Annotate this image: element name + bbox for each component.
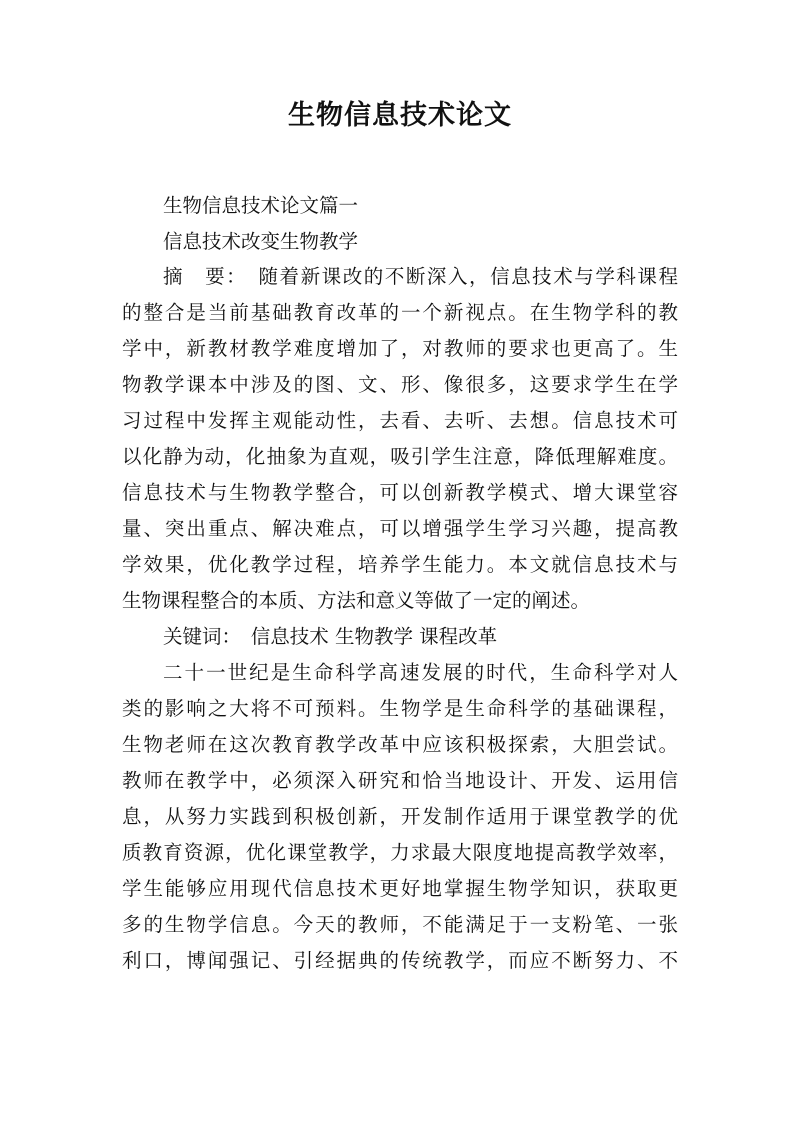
document-title: 生物信息技术论文: [288, 100, 512, 131]
abstract-line: 物教学课本中涉及的图、文、形、像很多，这要求学生在学: [122, 373, 678, 396]
abstract-line: 量、突出重点、解决难点，可以增强学生学习兴趣，提高教: [122, 517, 678, 540]
abstract-line: 信息技术与生物教学整合，可以创新教学模式、增大课堂容: [122, 481, 678, 504]
abstract-line: 学中，新教材教学难度增加了，对教师的要求也更高了。生: [122, 337, 678, 360]
section-heading-line: 信息技术改变生物教学: [163, 230, 359, 253]
abstract-line: 的整合是当前基础教育改革的一个新视点。在生物学科的教: [122, 301, 678, 324]
keywords-line: 关键词： 信息技术 生物教学 课程改革: [163, 625, 498, 648]
abstract-line: 学效果，优化教学过程，培养学生能力。本文就信息技术与: [122, 553, 678, 576]
abstract-line: 以化静为动，化抽象为直观，吸引学生注意，降低理解难度。: [122, 445, 678, 468]
subtitle-line: 生物信息技术论文篇一: [163, 194, 359, 217]
body-line: 类的影响之大将不可预料。生物学是生命科学的基础课程，: [122, 697, 678, 720]
body-line: 二十一世纪是生命科学高速发展的时代，生命科学对人: [163, 661, 678, 684]
body-line: 息，从努力实践到积极创新，开发制作适用于课堂教学的优: [122, 805, 678, 828]
abstract-line: 习过程中发挥主观能动性，去看、去听、去想。信息技术可: [122, 409, 678, 432]
abstract-line: 生物课程整合的本质、方法和意义等做了一定的阐述。: [122, 589, 591, 612]
body-line: 利口，博闻强记、引经据典的传统教学，而应不断努力、不: [122, 949, 678, 972]
body-line: 教师在教学中，必须深入研究和恰当地设计、开发、运用信: [122, 769, 678, 792]
abstract-line: 摘 要： 随着新课改的不断深入，信息技术与学科课程: [163, 265, 678, 288]
body-line: 学生能够应用现代信息技术更好地掌握生物学知识，获取更: [122, 877, 678, 900]
body-line: 生物老师在这次教育教学改革中应该积极探索，大胆尝试。: [122, 733, 678, 756]
body-line: 多的生物学信息。今天的教师，不能满足于一支粉笔、一张: [122, 913, 678, 936]
body-line: 质教育资源，优化课堂教学，力求最大限度地提高教学效率，: [122, 841, 678, 864]
